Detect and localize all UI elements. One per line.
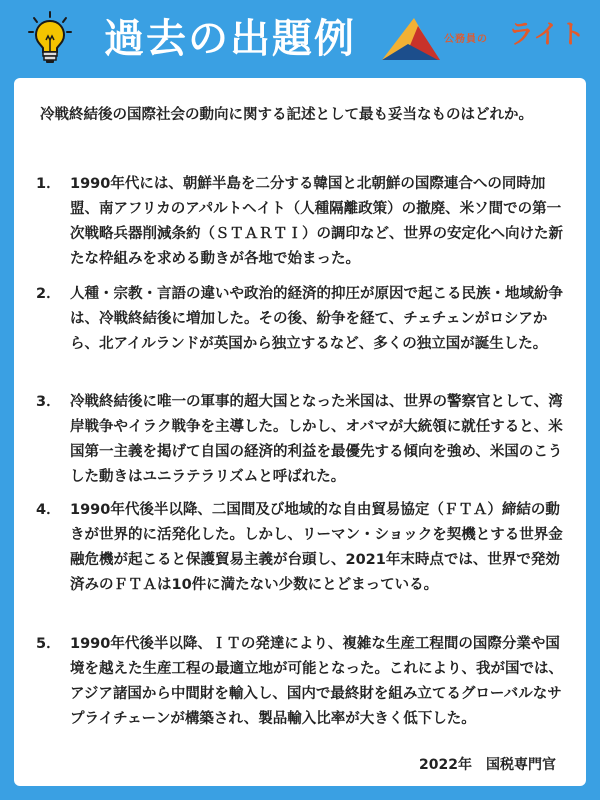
exam-source: 2022年 国税専門官 [419, 757, 556, 773]
option-1 [36, 172, 566, 272]
logo-subtitle: 公務員の [444, 34, 488, 45]
option-3 [36, 390, 566, 490]
option-number: 3． [36, 394, 61, 410]
option-2 [36, 282, 566, 357]
logo-name: ライト [508, 20, 586, 50]
option-text: 1990年代後半以降、ＩＴの発達により、複雑な生産工程間の国際分業や国境を越えた生産工程の最適立地が可能となった。これにより、我が国では、アジア諸国から中間財を輸入し、国内で最終財を組み立てるグローバルなサプライチェーンが構築され、製品輸入比率が大きく低下した。 [70, 636, 563, 727]
question-card [14, 78, 586, 786]
page-title: 過去の出題例 [104, 16, 356, 62]
option-text: 冷戦終結後に唯一の軍事的超大国となった米国は、世界の警察官として、湾岸戦争やイラク戦争を主導した。しかし、オバマが大統領に就任すると、米国第一主義を掲げて自国の経済的利益を最優先する傾向を強め、米国のこうした動きはユニラテラリズムと呼ばれた。 [70, 394, 563, 485]
option-number: 5． [36, 636, 61, 652]
option-number: 1． [36, 176, 61, 192]
question-text: 冷戦終結後の国際社会の動向に関する記述として最も妥当なものはどれか。 [40, 107, 533, 123]
option-4 [36, 498, 566, 598]
lightbulb-icon [28, 10, 72, 66]
option-text: 1990年代後半以降、二国間及び地域的な自由貿易協定（ＦＴＡ）締結の動きが世界的に活発化した。しかし、リーマン・ショックを契機とする世界金融危機が起こると保護貿易主義が台頭し、2021年末時点では、世界で発効済みのＦＴＡは10件に満たない少数にとどまっている。 [70, 502, 563, 593]
option-number: 4． [36, 502, 61, 518]
option-5 [36, 632, 566, 732]
option-text: 人種・宗教・言語の違いや政治的経済的抑圧が原因で起こる民族・地域紛争は、冷戦終結後に増加した。その後、紛争を経て、チェチェンがロシアから、北アイルランドが英国から独立するなど、多くの独立国が誕生した。 [70, 286, 563, 352]
header [0, 0, 600, 78]
option-number: 2． [36, 286, 61, 302]
option-text: 1990年代には、朝鮮半島を二分する韓国と北朝鮮の国際連合への同時加盟、南アフリカのアパルトヘイト（人種隔離政策）の撤廃、米ソ間での第一次戦略兵器削減条約（ＳＴＡＲＴＩ）の調印など、世界の安定化へ向けた新たな枠組みを求める動きが各地で始まった。 [70, 176, 563, 267]
